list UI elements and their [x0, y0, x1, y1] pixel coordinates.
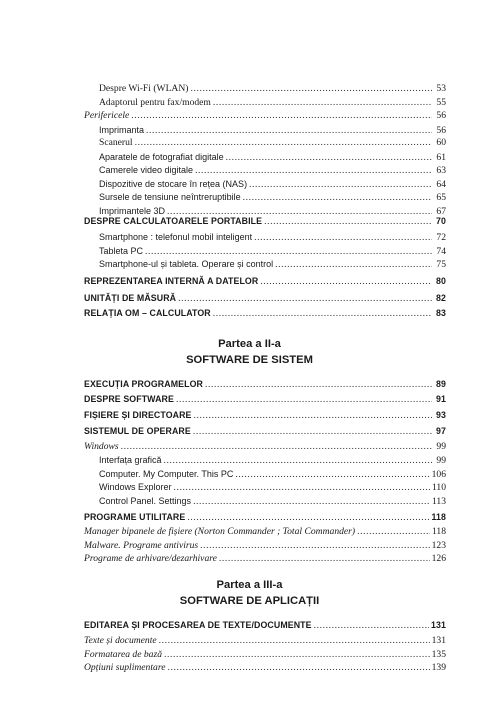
- toc-entry: [0, 214, 499, 228]
- part-three-title: Partea a III-a: [216, 579, 283, 591]
- toc-entry-label: Camerele video digitale: [99, 165, 194, 175]
- dot-leader: [193, 495, 430, 509]
- toc-entry: [0, 440, 499, 454]
- toc-entry-label: Texte și documente: [84, 635, 157, 646]
- toc-entry: [0, 634, 499, 648]
- toc-entry-label: Scanerul: [99, 137, 133, 148]
- toc-entry-page-number: 118: [431, 512, 446, 522]
- toc-entry-label: Windows Explorer: [99, 482, 172, 492]
- toc-entry: [0, 480, 499, 494]
- toc-entry-label: Dispozitive de stocare în rețea (NAS): [99, 179, 248, 189]
- dot-leader: [193, 425, 432, 439]
- toc-entry-page-number: 126: [431, 553, 446, 564]
- toc-entry-page-number: 118: [431, 526, 446, 537]
- dot-leader: [191, 82, 433, 96]
- toc-entry-page-number: 83: [436, 308, 446, 318]
- toc-entry-label: Tableta PC: [99, 246, 144, 256]
- toc-entry-label: Perifericele: [84, 110, 130, 121]
- dot-leader: [260, 275, 432, 289]
- toc-entry: [0, 618, 499, 632]
- dot-leader: [275, 258, 432, 272]
- part-three-subtitle: SOFTWARE DE APLICAȚII: [179, 595, 320, 607]
- toc-entry-page-number: 99: [436, 455, 446, 466]
- toc-entry: [0, 150, 499, 164]
- toc-entry-page-number: 75: [436, 259, 446, 270]
- toc-entry-page-number: 139: [431, 662, 446, 673]
- toc-entry: [0, 525, 499, 539]
- toc-entry-page-number: 131: [431, 635, 446, 646]
- dot-leader: [205, 378, 432, 392]
- toc-entry-label: EDITAREA ȘI PROCESAREA DE TEXTE/DOCUMENTE: [84, 620, 312, 630]
- toc-entry: [0, 123, 499, 137]
- toc-entry-label: Despre Wi-Fi (WLAN): [99, 83, 189, 94]
- toc-entry-label: Interfața grafică: [99, 455, 162, 465]
- toc-entry-page-number: 91: [436, 394, 446, 404]
- toc-entry: [0, 510, 499, 524]
- toc-entry: [0, 467, 499, 481]
- toc-entry-page-number: 80: [436, 276, 446, 286]
- toc-entry-page-number: 65: [436, 192, 446, 203]
- toc-entry-label: Imprimantele 3D: [99, 206, 166, 216]
- toc-entry: [0, 377, 499, 391]
- toc-entry-label: UNITĂȚI DE MĂSURĂ: [84, 293, 177, 303]
- toc-entry-label: Imprimanta: [99, 125, 145, 135]
- dot-leader: [213, 307, 432, 321]
- toc-entry-label: Adaptorul pentru fax/modem: [99, 97, 211, 108]
- toc-entry-label: Smartphone : telefonul mobil inteligent: [99, 232, 253, 242]
- toc-entry-page-number: 123: [431, 540, 446, 551]
- toc-entry-label: Formatarea de bază: [84, 649, 162, 660]
- toc-entry-label: Malware. Programe antivirus: [84, 540, 199, 551]
- dot-leader: [135, 136, 432, 150]
- dot-leader: [164, 454, 432, 468]
- toc-entry: [0, 163, 499, 177]
- toc-entry-label: Control Panel. Settings: [99, 496, 192, 506]
- dot-leader: [213, 96, 432, 110]
- toc-entry: [0, 539, 499, 553]
- toc-entry: [0, 661, 499, 675]
- toc-entry: [0, 230, 499, 244]
- dot-leader: [167, 661, 429, 675]
- toc-entry-label: REPREZENTAREA INTERNĂ A DATELOR: [84, 276, 259, 286]
- dot-leader: [121, 440, 432, 454]
- toc-entry: [0, 552, 499, 566]
- toc-entry-label: RELAȚIA OM – CALCULATOR: [84, 308, 211, 318]
- toc-entry-page-number: 82: [436, 293, 446, 303]
- toc-entry-label: Computer. My Computer. This PC: [99, 469, 234, 479]
- toc-entry: [0, 109, 499, 123]
- toc-entry-page-number: 93: [436, 410, 446, 420]
- toc-entry: [0, 136, 499, 150]
- dot-leader: [219, 552, 430, 566]
- toc-entry-page-number: 56: [436, 110, 446, 121]
- dot-leader: [243, 191, 432, 205]
- toc-entry-label: Smartphone-ul și tableta. Operare și control: [99, 259, 274, 269]
- dot-leader: [131, 109, 432, 123]
- dot-leader: [314, 619, 429, 633]
- toc-entry: [0, 244, 499, 258]
- toc-entry-page-number: 55: [436, 97, 446, 108]
- toc-entry-label: Programe de arhivare/dezarhivare: [84, 553, 217, 564]
- toc-entry: [0, 453, 499, 467]
- toc-entry: [0, 177, 499, 191]
- toc-entry: [0, 82, 499, 96]
- toc-entry-page-number: 106: [431, 469, 446, 480]
- toc-entry-page-number: 63: [436, 165, 446, 176]
- toc-entry: [0, 424, 499, 438]
- toc-entry-label: Aparatele de fotografiat digitale: [99, 152, 224, 162]
- toc-entry-page-number: 99: [436, 441, 446, 452]
- toc-entry-label: Sursele de tensiune neîntreruptibile: [99, 192, 241, 202]
- toc-entry: [0, 257, 499, 271]
- toc-entry: [0, 190, 499, 204]
- toc-entry: [0, 648, 499, 662]
- toc-entry-label: SISTEMUL DE OPERARE: [84, 426, 191, 436]
- toc-entry-label: Opțiuni suplimentare: [84, 662, 166, 673]
- toc-entry-label: PROGRAME UTILITARE: [84, 512, 186, 522]
- toc-entry-page-number: 89: [436, 379, 446, 389]
- part-two-subtitle: SOFTWARE DE SISTEM: [186, 354, 313, 366]
- toc-entry: [0, 274, 499, 288]
- toc-entry-label: DESPRE SOFTWARE: [84, 394, 174, 404]
- toc-entry-page-number: 70: [436, 216, 446, 226]
- dot-leader: [200, 539, 429, 553]
- toc-entry-label: EXECUȚIA PROGRAMELOR: [84, 379, 203, 389]
- dot-leader: [264, 215, 432, 229]
- toc-entry-page-number: 113: [431, 496, 446, 507]
- toc-entry: [0, 392, 499, 406]
- dot-leader: [174, 481, 430, 495]
- dot-leader: [195, 164, 432, 178]
- toc-entry-page-number: 67: [436, 206, 446, 217]
- toc-entry-page-number: 131: [431, 620, 446, 630]
- toc-entry-page-number: 53: [436, 83, 446, 94]
- toc-entry-page-number: 61: [436, 152, 446, 163]
- toc-entry-page-number: 110: [431, 482, 446, 493]
- toc-entry-page-number: 64: [436, 179, 446, 190]
- toc-entry-page-number: 72: [436, 232, 446, 243]
- dot-leader: [176, 393, 432, 407]
- toc-entry-label: Manager bipanele de fișiere (Norton Commander ; Total Commander): [84, 526, 356, 537]
- dot-leader: [159, 634, 430, 648]
- toc-entry-page-number: 60: [436, 137, 446, 148]
- dot-leader: [357, 525, 430, 539]
- toc-entry-label: FIȘIERE ȘI DIRECTOARE: [84, 410, 192, 420]
- toc-entry-label: DESPRE CALCULATOARELE PORTABILE: [84, 216, 263, 226]
- dot-leader: [187, 511, 429, 525]
- dot-leader: [178, 292, 432, 306]
- toc-entry: [0, 408, 499, 422]
- toc-entry-page-number: 74: [436, 246, 446, 257]
- toc-entry: [0, 494, 499, 508]
- part-two-title: Partea a II-a: [218, 338, 281, 350]
- toc-entry-page-number: 56: [436, 125, 446, 136]
- toc-entry: [0, 96, 499, 110]
- toc-entry-page-number: 135: [431, 649, 446, 660]
- dot-leader: [164, 648, 430, 662]
- toc-entry: [0, 291, 499, 305]
- toc-entry-label: Windows: [84, 441, 119, 452]
- toc-entry-page-number: 97: [436, 426, 446, 436]
- dot-leader: [194, 409, 432, 423]
- toc-entry: [0, 306, 499, 320]
- dot-leader: [254, 231, 432, 245]
